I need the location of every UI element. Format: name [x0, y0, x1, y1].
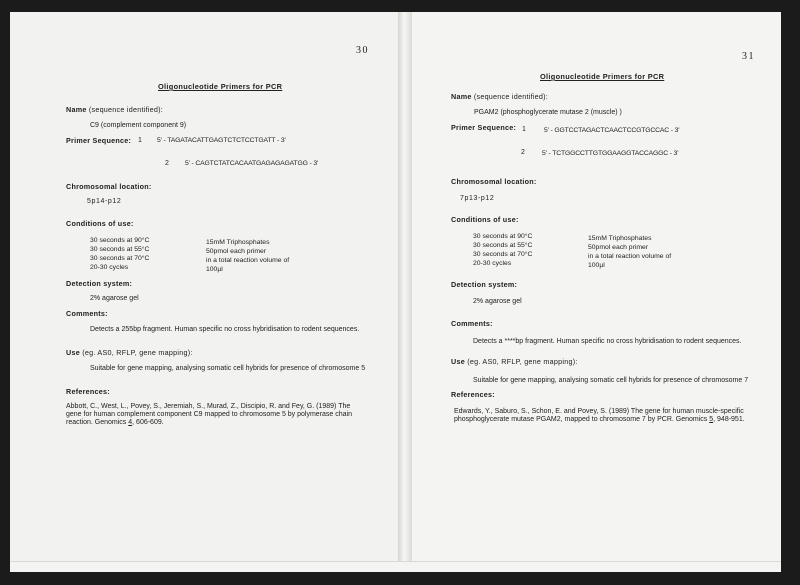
use-label: Use: [451, 357, 465, 366]
condition-right-2: 50pmol each primer: [588, 244, 649, 251]
name-note: (sequence identified):: [88, 105, 164, 114]
use-note: (eg. AS0, RFLP, gene mapping):: [467, 357, 578, 366]
primer2-number: 2: [165, 160, 169, 167]
name-label: Name: [66, 105, 87, 114]
condition-left-2: 30 seconds at 55°C: [473, 242, 533, 249]
primer1-number: 1: [138, 137, 142, 144]
chromosomal-location-value: 7p13-p12: [460, 195, 495, 202]
primer-sequence-label: Primer Sequence:: [451, 123, 517, 132]
page-number: 31: [742, 51, 755, 62]
condition-right-3: in a total reaction volume of: [588, 253, 672, 260]
name-label: Name: [451, 92, 472, 101]
primer2-number: 2: [521, 149, 525, 156]
chromosomal-location-label: Chromosomal location:: [451, 177, 537, 186]
primer2-sequence: 5' - TCTGGCCTTGTGGAAGGTACCAGGC - 3': [542, 150, 679, 157]
condition-left-3: 30 seconds at 70°C: [473, 251, 533, 258]
condition-right-4: 100µl: [588, 262, 605, 269]
page-title: Oligonucleotide Primers for PCR: [540, 72, 665, 81]
condition-right-3: in a total reaction volume of: [206, 257, 290, 264]
comments-value: Detects a 255bp fragment. Human specific no cross hybridisation to rodent sequences.: [90, 326, 360, 333]
condition-right-2: 50pmol each primer: [206, 248, 267, 255]
reference-pages: , 606-609.: [132, 419, 164, 426]
use-heading: [66, 348, 193, 357]
open-book-spread: [10, 12, 781, 572]
reference-line-1: Edwards, Y., Saburo, S., Schon, E. and Povey, S. (1989) The gene for human muscle-specific: [454, 408, 744, 415]
detection-system-value: 2% agarose gel: [473, 298, 522, 305]
name-heading: [451, 92, 548, 101]
references-label: References:: [66, 387, 110, 396]
comments-label: Comments:: [66, 309, 108, 318]
ruler-strip: [10, 561, 781, 572]
use-value: Suitable for gene mapping, analysing somatic cell hybrids for presence of chromosome 5: [90, 365, 366, 372]
book-gutter: [398, 12, 412, 572]
reference-line-1: Abbott, C., West, L., Povey, S., Jeremiah, S., Murad, Z., Discipio, R. and Fey, G. (1989) The: [66, 403, 351, 410]
references-label: References:: [451, 390, 495, 399]
condition-right-4: 100µl: [206, 266, 223, 273]
detection-system-value: 2% agarose gel: [90, 295, 139, 302]
condition-left-2: 30 seconds at 55°C: [90, 246, 150, 253]
condition-left-1: 30 seconds at 90°C: [90, 237, 150, 244]
primer2-sequence: 5' - CAGTCTATCACAATGAGAGAGATGG - 3': [185, 160, 319, 167]
name-heading: [66, 105, 163, 114]
name-value: PGAM2 (phosphoglycerate mutase 2 (muscle) ): [474, 109, 622, 116]
comments-label: Comments:: [451, 319, 493, 328]
condition-left-4: 20-30 cycles: [473, 260, 512, 267]
left-page: [10, 12, 398, 572]
use-note: (eg. AS0, RFLP, gene mapping):: [82, 348, 193, 357]
right-page: [412, 12, 781, 572]
conditions-label: Conditions of use:: [66, 219, 134, 228]
name-note: (sequence identified):: [473, 92, 549, 101]
reference-line-3: [66, 418, 164, 427]
detection-system-label: Detection system:: [451, 280, 518, 289]
page-number: 30: [356, 45, 369, 56]
use-value: Suitable for gene mapping, analysing somatic cell hybrids for presence of chromosome 7: [473, 377, 749, 384]
comments-value: Detects a ****bp fragment. Human specific no cross hybridisation to rodent sequences.: [473, 338, 742, 345]
reference-volume: 5: [709, 416, 714, 423]
condition-right-1: 15mM Triphosphates: [206, 239, 270, 246]
condition-left-1: 30 seconds at 90°C: [473, 233, 533, 240]
page-title: Oligonucleotide Primers for PCR: [158, 82, 283, 91]
condition-right-1: 15mM Triphosphates: [588, 235, 652, 242]
primer1-number: 1: [522, 126, 526, 133]
primer1-sequence: 5' - GGTCCTAGACTCAACTCCGTGCCAC - 3': [544, 127, 680, 134]
reference-line-3-text: reaction. Genomics: [66, 419, 129, 426]
reference-line-2: [454, 415, 745, 424]
condition-left-3: 30 seconds at 70°C: [90, 255, 150, 262]
use-label: Use: [66, 348, 80, 357]
primer1-sequence: 5' - TAGATACATTGAGTCTCTCCTGATT - 3': [157, 137, 286, 144]
chromosomal-location-value: 5p14-p12: [87, 198, 122, 205]
primer-sequence-label: Primer Sequence:: [66, 136, 132, 145]
reference-volume: 4: [128, 419, 133, 426]
reference-line-2: gene for human complement component C9 mapped to chromosome 5 by polymerase chain: [66, 411, 352, 418]
use-heading: [451, 357, 578, 366]
reference-pages: , 948-951.: [713, 416, 745, 423]
conditions-label: Conditions of use:: [451, 215, 519, 224]
chromosomal-location-label: Chromosomal location:: [66, 182, 152, 191]
condition-left-4: 20-30 cycles: [90, 264, 129, 271]
reference-line-2-text: phosphoglycerate mutase PGAM2, mapped to chromosome 7 by PCR. Genomics: [454, 416, 710, 423]
detection-system-label: Detection system:: [66, 279, 133, 288]
name-value: C9 (complement component 9): [90, 122, 187, 129]
